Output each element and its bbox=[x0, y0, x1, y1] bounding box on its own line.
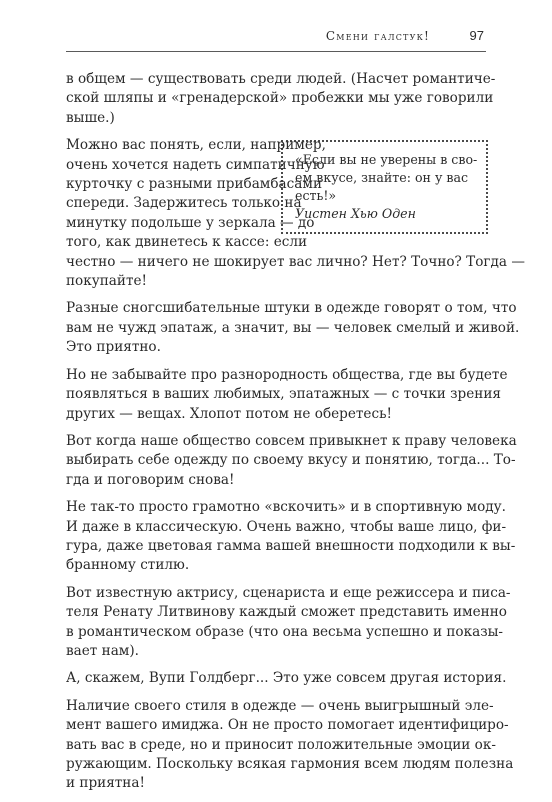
text-line: Наличие своего стиля в одежде — очень выигрышный эле- bbox=[66, 697, 494, 714]
page-number: 97 bbox=[469, 28, 484, 43]
text-line: мент вашего имиджа. Он не просто помогает идентифициро- bbox=[66, 717, 509, 734]
text-line: спереди. Задержитесь только на bbox=[66, 195, 302, 212]
paragraph-1 bbox=[66, 70, 496, 128]
quote-line: есть!» bbox=[295, 188, 337, 204]
text-line: в романтическом образе (что она весьма успешно и показы- bbox=[66, 623, 504, 640]
text-line: вам не чужд эпатаж, а значит, вы — человек смелый и живой. bbox=[66, 319, 520, 336]
paragraph-9 bbox=[66, 697, 514, 794]
quote-line: «Если вы не уверены в сво- bbox=[295, 152, 478, 168]
text-line: выше.) bbox=[66, 109, 115, 126]
running-title: Смени галстук! bbox=[325, 29, 430, 43]
text-line: в общем — существовать среди людей. (Насчет романтиче- bbox=[66, 71, 496, 87]
text-line: выбирать себе одежду по своему вкусу и понятию, тогда... То- bbox=[66, 452, 516, 469]
page-body bbox=[66, 70, 525, 802]
text-line: минутку подольше у зеркала — до bbox=[66, 214, 315, 231]
text-line: и приятна! bbox=[66, 775, 145, 792]
text-line: А, скажем, Вупи Голдберг... Это уже совсем другая история. bbox=[66, 670, 507, 687]
text-line: покупайте! bbox=[66, 273, 147, 290]
text-line: бранному стилю. bbox=[66, 557, 190, 574]
paragraph-5 bbox=[66, 432, 517, 490]
paragraph-8 bbox=[66, 669, 507, 688]
text-line: Не так-то просто грамотно «вскочить» и в спортивную моду. bbox=[66, 499, 506, 516]
paragraph-2 bbox=[66, 136, 525, 291]
text-line: теля Ренату Литвинову каждый сможет представить именно bbox=[66, 604, 507, 621]
paragraph-3 bbox=[66, 299, 520, 357]
text-line: Но не забывайте про разнородность общества, где вы будете bbox=[66, 366, 508, 383]
text-line: Это приятно. bbox=[66, 339, 161, 356]
paragraph-4 bbox=[66, 366, 508, 424]
text-line: гура, даже цветовая гамма вашей внешности подходили к вы- bbox=[66, 537, 516, 554]
text-line: других — вещах. Хлопот потом не оберетесь! bbox=[66, 405, 392, 422]
text-line: ской шляпы и «гренадерской» пробежки мы уже говорили bbox=[66, 90, 494, 107]
text-line: честно — ничего не шокирует вас лично? Нет? Точно? Тогда — bbox=[66, 253, 525, 270]
text-line: ружающим. Поскольку всякая гармония всем людям полезна bbox=[66, 756, 514, 772]
text-line: Можно вас понять, если, например, bbox=[66, 137, 326, 154]
text-line: Вот известную актрису, сценариста и еще режиссера и писа- bbox=[66, 584, 511, 601]
running-header bbox=[66, 27, 486, 52]
text-line: появляться в ваших любимых, эпатажных — с точки зрения bbox=[66, 386, 501, 403]
text-line: И даже в классическую. Очень важно, чтобы ваше лицо, фи- bbox=[66, 518, 507, 535]
quote-author: Уистен Хью Оден bbox=[295, 206, 416, 222]
paragraph-6 bbox=[66, 498, 516, 576]
text-line: вает нам). bbox=[66, 642, 140, 659]
text-line: очень хочется надеть симпатичную bbox=[66, 156, 325, 173]
text-line: того, как двинетесь к кассе: если bbox=[66, 234, 308, 251]
text-line: Вот когда наше общество совсем привыкнет к праву человека bbox=[66, 432, 517, 449]
quote-line: ем вкусе, знайте: он у вас bbox=[295, 170, 469, 186]
text-line: гда и поговорим снова! bbox=[66, 471, 235, 488]
text-line: вать вас в среде, но и приносит положительные эмоции ок- bbox=[66, 736, 496, 753]
text-line: Разные сногсшибательные штуки в одежде говорят о том, что bbox=[66, 300, 517, 317]
text-line: курточку с разными прибамбасами bbox=[66, 176, 323, 193]
paragraph-7 bbox=[66, 584, 511, 662]
